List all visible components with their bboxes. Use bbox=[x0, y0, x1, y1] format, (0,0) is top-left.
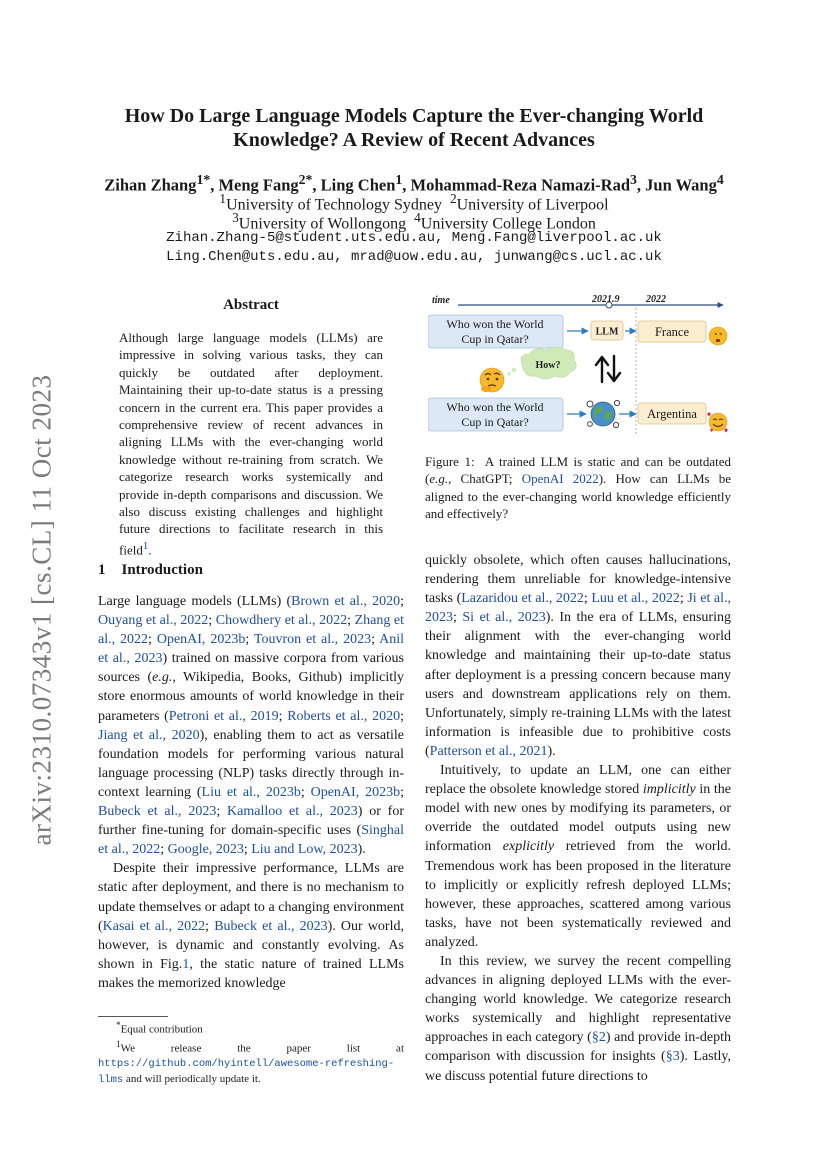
question-line-1: Who won the World bbox=[446, 317, 544, 331]
answer-box-old bbox=[638, 321, 706, 342]
author-sup: 1 bbox=[395, 172, 403, 187]
footnote-mark: 1 bbox=[116, 1039, 121, 1050]
author-name: Ling Chen bbox=[320, 175, 396, 195]
affil-sup: 1 bbox=[219, 191, 227, 206]
answer-new-label: Argentina bbox=[647, 407, 697, 421]
caption-text: ). How can LLMs be aligned to the ever-changing world knowledge efficiently and effectively? bbox=[425, 471, 731, 522]
citation-link[interactable]: Luu et al., 2022 bbox=[591, 591, 680, 607]
caption-citation-link[interactable]: OpenAI 2022 bbox=[521, 471, 599, 487]
caption-eg: e.g. bbox=[429, 471, 449, 487]
footnotes bbox=[98, 1018, 404, 1087]
citation-link[interactable]: OpenAI, 2023b bbox=[156, 632, 246, 648]
affil-sup: 4 bbox=[414, 210, 421, 225]
intro-paragraph-3: Intuitively, to update an LLM, one can either replace the obsolete knowledge stored implicitly in the model with new ones by modifying its parameters, or override the outdated model outputs using new information explicitly retrieved from the world. Tremendous work has been proposed in the literature to implicitly or explicitly refresh deployed LLMs; however, these approaches, scattered among various tasks, have not been systematically reviewed and analyzed. bbox=[425, 763, 732, 950]
thinking-face-icon bbox=[480, 368, 504, 392]
affil-sup: 3 bbox=[232, 210, 239, 225]
citation-link[interactable]: Bubeck et al., 2023 bbox=[98, 804, 217, 820]
email-line-1: Zihan.Zhang-5@student.uts.edu.au, Meng.Fang@liverpool.ac.uk bbox=[166, 230, 662, 246]
llm-label: LLM bbox=[595, 326, 619, 338]
arxiv-id-text: arXiv:2310.07343v1 [cs.CL] 11 Oct 2023 bbox=[26, 374, 57, 846]
date-2021-label: 2021.9 bbox=[592, 294, 620, 305]
author-name: Meng Fang bbox=[218, 175, 299, 195]
time-label: time bbox=[432, 295, 450, 306]
figure-1-illustration bbox=[428, 290, 728, 440]
figure-ref-link[interactable]: 1 bbox=[182, 956, 190, 972]
author-sup: 3 bbox=[630, 172, 637, 187]
abstract-footnote-link[interactable]: 1 bbox=[142, 539, 149, 552]
author-name: Zihan Zhang bbox=[104, 175, 197, 195]
footnote-2 bbox=[98, 1037, 404, 1087]
answer-box-new bbox=[638, 403, 706, 424]
citation-link[interactable]: Roberts et al., 2020 bbox=[287, 708, 401, 724]
affil-name: University of Liverpool bbox=[456, 196, 609, 214]
question-line-2: Cup in Qatar? bbox=[461, 415, 529, 429]
citation-link[interactable]: Ji et al., 2023 bbox=[425, 591, 732, 626]
footnote-text: Equal contribution bbox=[120, 1023, 203, 1036]
thought-bubble bbox=[507, 347, 576, 379]
citation-link[interactable]: Ouyang et al., 2022 bbox=[98, 613, 209, 629]
smiling-hearts-face-icon bbox=[707, 412, 728, 433]
question-box-top bbox=[428, 315, 563, 348]
section-number: 1 bbox=[98, 562, 106, 578]
email: Meng.Fang@liverpool.ac.uk bbox=[451, 230, 662, 246]
author-name: Mohammad-Reza Namazi-Rad bbox=[410, 175, 631, 195]
affil-name: University of Wollongong bbox=[238, 215, 407, 233]
intro-paragraph-2-cont: quickly obsolete, which often causes hallucinations, rendering them unreliable for knowledge-intensive tasks (Lazaridou et al., 2022; Luu et al., 2022; Ji et al., 2023; Si et al., 2023). In the era of LLMs, ensuring their alignment with the ever-changing world knowledge and maintaining their up-to-date status after deployment is a pressing concern because many users and downstream applications rely on them. Unfortunately, simply re-training LLMs with the latest information is infeasible due to prohibitive costs (Patterson et al., 2021). bbox=[425, 553, 732, 759]
date-2022-label: 2022 bbox=[646, 294, 666, 305]
figure-1-caption bbox=[425, 453, 731, 523]
citation-link[interactable]: Anil et al., 2023 bbox=[98, 632, 404, 667]
title-line-2: Knowledge? A Review of Recent Advances bbox=[233, 129, 595, 151]
citation-link[interactable]: Lazaridou et al., 2022 bbox=[461, 591, 584, 607]
affil-name: University College London bbox=[420, 215, 596, 233]
question-box-bottom bbox=[428, 398, 563, 431]
figure-1 bbox=[428, 290, 728, 440]
section-ref-link[interactable]: §3 bbox=[665, 1049, 680, 1065]
citation-link[interactable]: Brown et al., 2020 bbox=[291, 594, 401, 609]
citation-link[interactable]: Liu et al., 2023b bbox=[201, 784, 301, 800]
citation-link[interactable]: Singhal et al., 2022 bbox=[98, 823, 404, 858]
abstract-heading: Abstract bbox=[223, 297, 279, 313]
intro-right-column bbox=[425, 551, 731, 1086]
email: junwang@cs.ucl.ac.uk bbox=[493, 249, 662, 265]
intro-paragraph-4: In this review, we survey the recent compelling advances in aligning deployed LLMs with the ever-changing world knowledge. We categorize research works systemically and highlight representative approaches in each category (§2) and provide in-depth comparison with discussion for insights (§3). Lastly, we discuss potential future directions to bbox=[425, 953, 732, 1084]
email: Ling.Chen@uts.edu.au bbox=[166, 249, 335, 265]
abstract-end: . bbox=[148, 542, 152, 558]
footnote-text: and will periodically update it. bbox=[125, 1072, 261, 1085]
intro-paragraph-1: Large language models (LLMs) (Brown et al., 2020; Ouyang et al., 2022; Chowdhery et al., 2022; Zhang et al., 2022; OpenAI, 2023b; Touvron et al., 2023; Anil et al., 2023) trained on massive corpora from various sources (e.g., Wikipedia, Books, Github) implicitly store enormous amounts of world knowledge in their parameters (Petroni et al., 2019; Roberts et al., 2020; Jiang et al., 2020), enabling them to act as versatile foundation models for performing various natural language processing (NLP) tasks directly through in-context learning (Liu et al., 2023b; OpenAI, 2023b; Bubeck et al., 2023; Kamalloo et al., 2023) or for further fine-tuning for domain-specific uses (Singhal et al., 2022; Google, 2023; Liu and Low, 2023). bbox=[98, 594, 405, 858]
abstract-text: Although large language models (LLMs) are impressive in solving various tasks, they can quickly be outdated after deployment. Maintaining their up-to-date status is a pressing concern in the current era. This paper provides a comprehensive review of recent advances in aligning LLMs with the ever-changing world knowledge without re-training from scratch. We categorize research works systemically and provide in-depth comparisons and discussion. We also discuss existing challenges and highlight future directions to facilitate research in this field bbox=[119, 330, 383, 558]
citation-link[interactable]: OpenAI, 2023b bbox=[310, 784, 401, 800]
citation-link[interactable]: Chowdhery et al., 2022 bbox=[215, 613, 348, 629]
citation-link[interactable]: Patterson et al., 2021 bbox=[429, 743, 548, 759]
thought-text: How? bbox=[535, 360, 561, 371]
citation-link[interactable]: Si et al., 2023 bbox=[462, 610, 546, 626]
footnote-1 bbox=[98, 1018, 404, 1037]
footnote-divider bbox=[98, 1016, 168, 1017]
svg-text:×: × bbox=[719, 332, 723, 338]
citation-link[interactable]: Kasai et al., 2022 bbox=[102, 918, 206, 934]
caption-prefix: Figure 1: bbox=[425, 454, 475, 469]
question-line-1: Who won the World bbox=[446, 400, 544, 414]
citation-link[interactable]: Petroni et al., 2019 bbox=[168, 708, 279, 724]
paper-title bbox=[90, 104, 738, 152]
title-line-1: How Do Large Language Models Capture the Ever-changing World bbox=[124, 105, 704, 127]
globe-icon bbox=[587, 400, 620, 427]
repo-url-link[interactable]: https://github.com/hyintell/awesome-refreshing-llms bbox=[98, 1058, 395, 1086]
question-line-2: Cup in Qatar? bbox=[461, 332, 529, 346]
email: mrad@uow.edu.au bbox=[350, 249, 478, 265]
footnote-text: We release the paper list at bbox=[120, 1042, 404, 1055]
author-name: Jun Wang bbox=[645, 175, 717, 195]
affil-name: University of Technology Sydney bbox=[226, 196, 442, 214]
answer-old-label: France bbox=[654, 325, 690, 339]
affil-sup: 2 bbox=[449, 191, 457, 206]
author-list: Zihan Zhang$^{1*}$, Meng Fang$^{2*}$, Ling Chen$^1$, Mohammad-Reza Namazi-Rad$^3$, Jun Wang$^4$ bbox=[104, 172, 724, 195]
section-heading-introduction bbox=[98, 562, 203, 579]
citation-link[interactable]: Google, 2023 bbox=[167, 842, 244, 858]
email: Zihan.Zhang-5@student.uts.edu.au bbox=[166, 230, 435, 246]
section-ref-link[interactable]: §2 bbox=[591, 1030, 606, 1046]
arxiv-side-stamp bbox=[22, 370, 62, 850]
svg-text:×: × bbox=[714, 332, 718, 338]
citation-link[interactable]: Zhang et al., 2022 bbox=[98, 613, 405, 648]
intro-left-column bbox=[98, 592, 404, 993]
author-sup: 4 bbox=[716, 172, 724, 187]
dizzy-face-icon bbox=[709, 327, 727, 345]
citation-link[interactable]: Bubeck et al., 2023 bbox=[214, 918, 328, 934]
caption-text: A trained LLM is static and can be outdated ( bbox=[425, 454, 731, 487]
citation-link[interactable]: Jiang et al., 2020 bbox=[98, 727, 200, 743]
footnote-mark: * bbox=[116, 1020, 121, 1030]
llm-box bbox=[591, 321, 623, 340]
email-line-2: Ling.Chen@uts.edu.au, mrad@uow.edu.au, junwang@cs.ucl.ac.uk bbox=[166, 249, 662, 265]
abstract-body bbox=[119, 329, 383, 559]
citation-link[interactable]: Kamalloo et al., 2023 bbox=[227, 804, 358, 820]
author-sup: 1* bbox=[196, 172, 211, 187]
author-sup: 2* bbox=[298, 172, 313, 187]
citation-link[interactable]: Touvron et al., 2023 bbox=[253, 632, 372, 648]
swap-arrows-icon bbox=[596, 356, 620, 382]
intro-paragraph-2: Despite their impressive performance, LLMs are static after deployment, and there is no mechanism to update themselves or adapt to a changing environment (Kasai et al., 2022; Bubeck et al., 2023). Our world, however, is dynamic and constantly evolving. As shown in Fig.1, the static nature of trained LLMs makes the memorized knowledge bbox=[98, 861, 404, 991]
citation-link[interactable]: Liu and Low, 2023 bbox=[251, 842, 358, 858]
section-title: Introduction bbox=[121, 562, 203, 578]
caption-text: , ChatGPT; bbox=[448, 471, 513, 487]
